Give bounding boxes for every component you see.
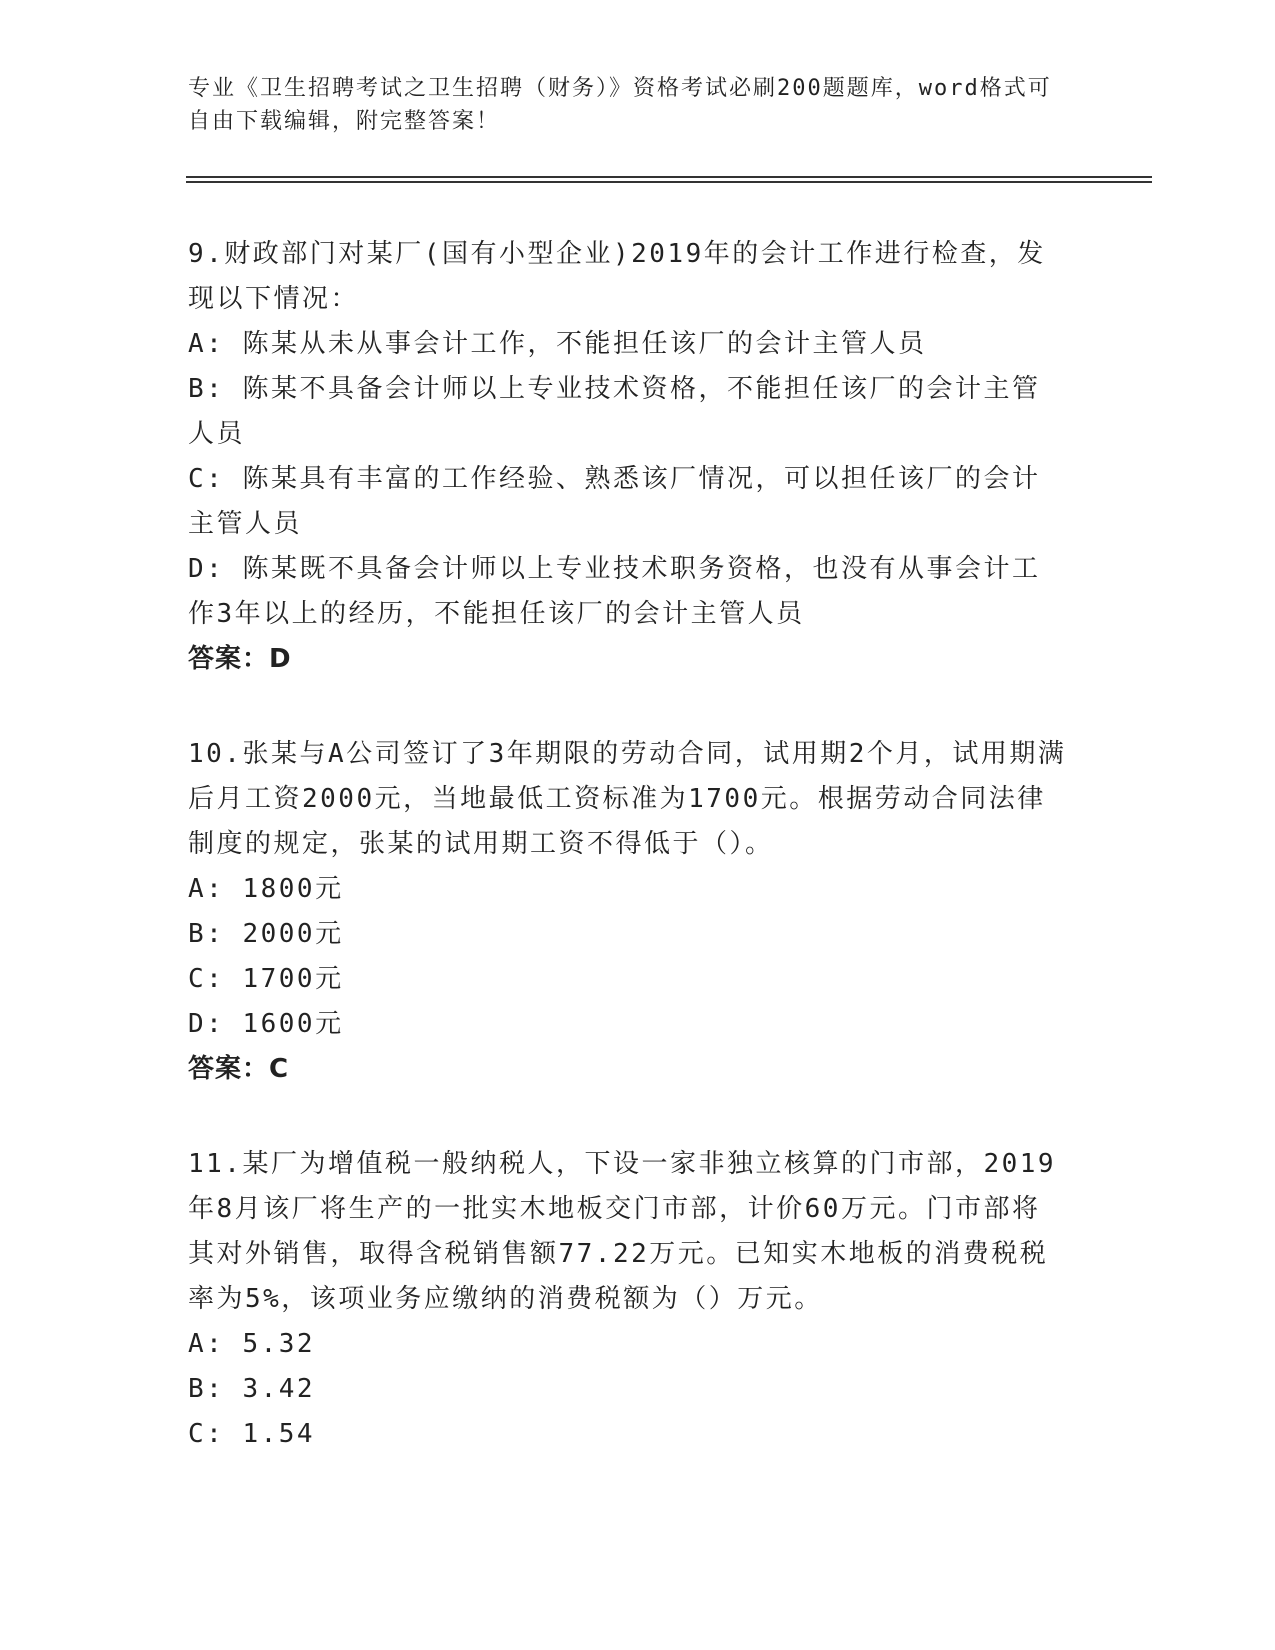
header-double-rule (186, 176, 1152, 183)
option-a: A: 1800元 (188, 874, 344, 904)
option-b: B: 2000元 (188, 919, 344, 949)
answer-label: 答案：D (188, 644, 292, 674)
question-stem: 10.张某与A公司签订了3年期限的劳动合同，试用期2个月，试用期满后月工资2000元，当地最低工资标准为1700元。根据劳动合同法律制度的规定，张某的试用期工资不得低于（）。 (188, 739, 1067, 859)
question-stem: 9.财政部门对某厂(国有小型企业)2019年的会计工作进行检查，发现以下情况： (188, 239, 1046, 314)
option-d: D: 陈某既不具备会计师以上专业技术职务资格，也没有从事会计工作3年以上的经历，不能担任该厂的会计主管人员 (188, 554, 1041, 629)
question-stem: 11.某厂为增值税一般纳税人，下设一家非独立核算的门市部，2019年8月该厂将生产的一批实木地板交门市部，计价60万元。门市部将其对外销售，取得含税销售额77.22万元。已知实木地板的消费税税率为5%，该项业务应缴纳的消费税额为（）万元。 (188, 1149, 1057, 1314)
question-9 (188, 232, 1068, 682)
option-c: C: 1.54 (188, 1419, 316, 1449)
question-list (188, 232, 1068, 1507)
option-c: C: 1700元 (188, 964, 344, 994)
document-header: 专业《卫生招聘考试之卫生招聘（财务）》资格考试必刷200题题库，word格式可自由下载编辑，附完整答案！ (188, 76, 1052, 134)
question-10 (188, 732, 1068, 1092)
option-d: D: 1600元 (188, 1009, 344, 1039)
option-c: C: 陈某具有丰富的工作经验、熟悉该厂情况，可以担任该厂的会计主管人员 (188, 464, 1041, 539)
answer-label: 答案：C (188, 1054, 290, 1084)
option-a: A: 陈某从未从事会计工作，不能担任该厂的会计主管人员 (188, 329, 927, 359)
option-b: B: 陈某不具备会计师以上专业技术资格，不能担任该厂的会计主管人员 (188, 374, 1041, 449)
option-a: A: 5.32 (188, 1329, 316, 1359)
option-b: B: 3.42 (188, 1374, 316, 1404)
question-11 (188, 1142, 1068, 1457)
